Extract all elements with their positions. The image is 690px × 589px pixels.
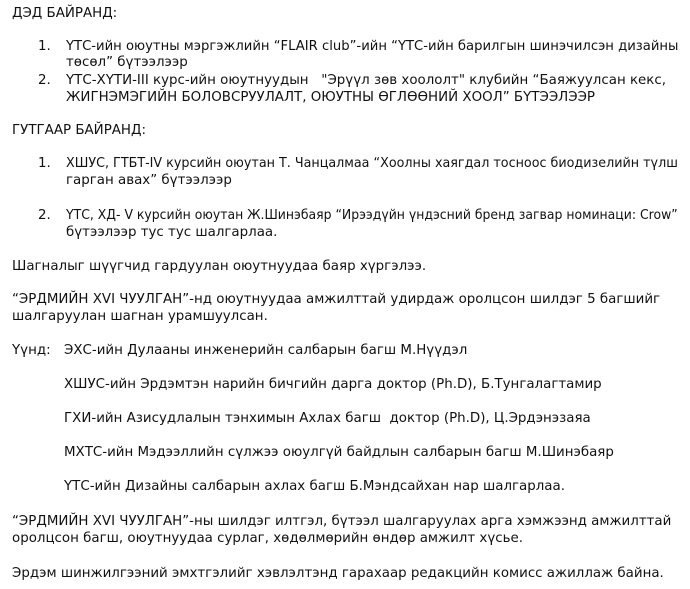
list-item-number: 1. bbox=[38, 39, 51, 54]
list-item-line: ҮТС-ХҮТИ-III курс-ийн оюутнуудын "Эрүүл зөв хоололт" клубийн “Баяжуулсан кекс, bbox=[66, 73, 666, 88]
list-item-number: 2. bbox=[38, 73, 51, 88]
teacher-item: ҮТС-ийн Дизайны салбарын ахлах багш Б.Мэндсайхан нар шалгарлаа. bbox=[64, 479, 565, 494]
list-item-number: 1. bbox=[38, 156, 51, 171]
list-item-line: ЖИГНЭМЭГИЙН БОЛОВСРУУЛАЛТ, ОЮУТНЫ ӨГЛӨӨНИЙ ХООЛ” БҮТЭЭЛЭЭР bbox=[66, 90, 596, 105]
heading-third-place: ГУТГААР БАЙРАНД: bbox=[12, 123, 146, 138]
congrats-paragraph-line: оролцсон багш, оюутнуудаа сурлаг, хөдөлмөрийн өндөр амжилт хүсье. bbox=[12, 531, 523, 546]
list-item-line: төсөл” бүтээлээр bbox=[66, 55, 188, 70]
teachers-paragraph-line: шалгаруулан шагнан урамшуулсан. bbox=[12, 309, 268, 324]
list-item-line: ХШУС, ГТБТ-IV курсийн оюутан Т. Чанцалмаа “Хоолны хаягдал тосноос биодизелийн түлш bbox=[66, 156, 678, 171]
teachers-label: Үүнд: bbox=[12, 343, 51, 358]
teacher-item: ЭХС-ийн Дулааны инженерийн салбарын багш М.Нүүдэл bbox=[64, 343, 468, 358]
list-item-number: 2. bbox=[38, 208, 51, 223]
teacher-item: ГХИ-ийн Азисудлалын тэнхимын Ахлах багш доктор (Ph.D), Ц.Эрдэнэзаяа bbox=[64, 411, 591, 426]
teachers-paragraph-line: “ЭРДМИЙН XVI ЧУУЛГАН”-нд оюутнуудаа амжилттай удирдаж оролцсон шилдэг 5 багшийг bbox=[12, 292, 661, 307]
list-item-line: бүтээлээр тус тус шалгарлаа. bbox=[66, 225, 278, 240]
heading-second-place: ДЭД БАЙРАНД: bbox=[12, 6, 118, 21]
award-paragraph: Шагналыг шүүгчид гардуулан оюутнуудаа баяр хүргэлээ. bbox=[12, 259, 427, 274]
list-item-line: гарган авах” бүтээлээр bbox=[66, 173, 232, 188]
final-paragraph: Эрдэм шинжилгээний эмхтгэлийг хэвлэлтэнд гарахаар редакцийн комисс ажиллаж байна. bbox=[12, 566, 664, 581]
teacher-item: ХШУС-ийн Эрдэмтэн нарийн бичгийн дарга доктор (Ph.D), Б.Тунгалагтамир bbox=[64, 377, 602, 392]
teacher-item: МХТС-ийн Мэдээллийн сүлжээ оюулгүй байдлын салбарын багш М.Шинэбаяр bbox=[64, 445, 614, 460]
congrats-paragraph-line: “ЭРДМИЙН XVI ЧУУЛГАН”-ны шилдэг илтгэл, бүтээл шалгаруулах арга хэмжээнд амжилттай bbox=[12, 514, 672, 529]
list-item-line: ҮТС, ХД- V курсийн оюутан Ж.Шинэбаяр “Ирээдүйн үндэсний бренд загвар номинаци: Crow” bbox=[66, 208, 678, 223]
list-item-line: ҮТС-ийн оюутны мэргэжлийн “FLAIR club”-ийн “ҮТС-ийн барилгын шинэчилсэн дизайны bbox=[66, 39, 679, 54]
